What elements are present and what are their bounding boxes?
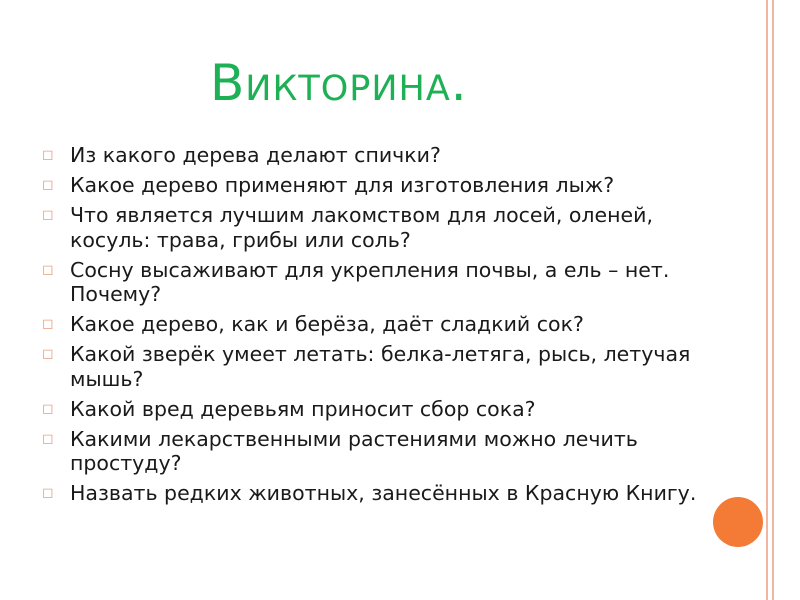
square-bullet-icon: ◻	[42, 485, 54, 501]
square-bullet-icon: ◻	[42, 147, 54, 163]
right-border-line-outer	[772, 0, 774, 600]
square-bullet-icon: ◻	[42, 316, 54, 332]
list-item	[40, 312, 720, 337]
list-item	[40, 481, 720, 506]
question-list	[40, 143, 720, 511]
decorative-circle	[713, 497, 763, 547]
question-text: Что является лучшим лакомством для лосей, оленей, косуль: трава, грибы или соль?	[70, 203, 653, 252]
list-item	[40, 173, 720, 198]
square-bullet-icon: ◻	[42, 177, 54, 193]
question-text: Какой зверёк умеет летать: белка-летяга, рысь, летучая мышь?	[70, 342, 691, 391]
question-text: Сосну высаживают для укрепления почвы, а ель – нет. Почему?	[70, 257, 670, 306]
question-text: Какими лекарственными растениями можно лечить простуду?	[70, 426, 638, 475]
list-item	[40, 427, 720, 476]
square-bullet-icon: ◻	[42, 346, 54, 362]
list-item	[40, 397, 720, 422]
square-bullet-icon: ◻	[42, 400, 54, 417]
question-text: Какое дерево применяют для изготовления лыж?	[70, 173, 615, 197]
question-text: Назвать редких животных, занесённых в Красную Книгу.	[70, 481, 697, 505]
question-text: Из какого дерева делают спички?	[70, 143, 441, 167]
question-text: Какой вред деревьям приносит сбор сока?	[70, 396, 536, 421]
list-item	[40, 203, 720, 252]
right-border-line-inner	[766, 0, 768, 600]
square-bullet-icon: ◻	[42, 261, 54, 278]
question-text: Какое дерево, как и берёза, даёт сладкий сок?	[70, 312, 584, 336]
list-item	[40, 258, 720, 307]
list-item	[40, 143, 720, 168]
list-item	[40, 342, 720, 391]
square-bullet-icon: ◻	[42, 430, 54, 447]
slide-title: Викторина.	[210, 54, 468, 112]
square-bullet-icon: ◻	[42, 207, 54, 223]
